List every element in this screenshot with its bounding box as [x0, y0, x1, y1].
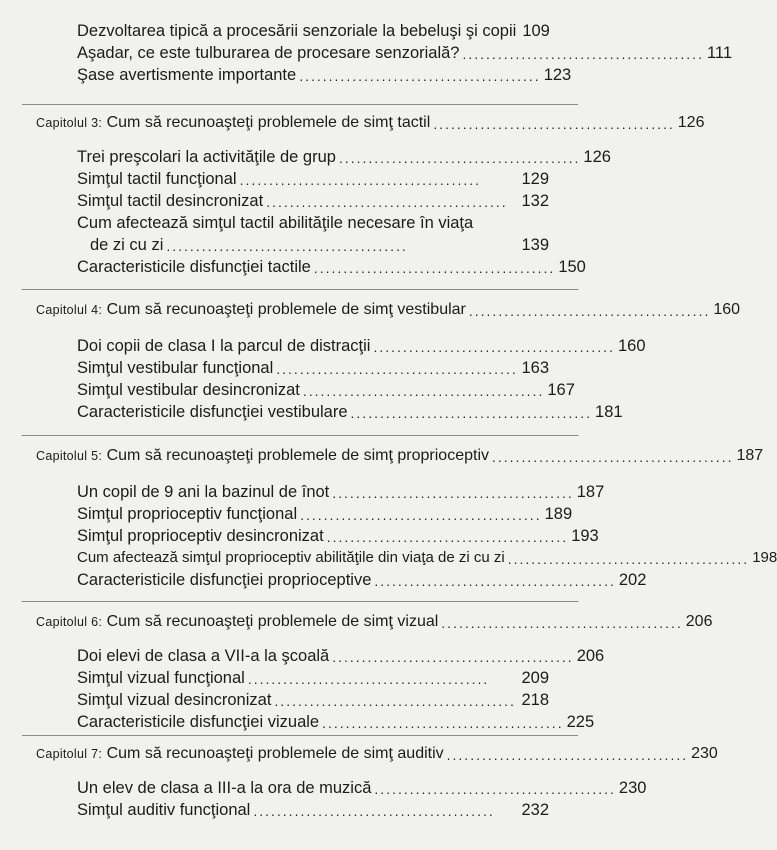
dot-leader: ......................................... — [332, 485, 574, 501]
chapter-title: Cum să recunoaşteţi problemele de simţ proprioceptiv — [106, 447, 489, 464]
dot-leader: ......................................... — [313, 260, 556, 276]
toc-entry — [77, 42, 733, 64]
entry-page: 206 — [576, 647, 605, 665]
toc-entry — [77, 503, 573, 525]
dot-leader: ......................................... — [433, 116, 675, 132]
chapter-4-section — [0, 299, 741, 423]
chapter-prefix: Capitolul 4: — [36, 303, 103, 317]
entry-title: Simţul vizual desincronizat — [77, 691, 272, 709]
chapter-page: 206 — [685, 613, 713, 630]
entry-title: Şase avertismente importante — [77, 66, 297, 84]
toc-entry — [77, 379, 575, 401]
chapter-7-section — [0, 743, 718, 821]
toc-entry — [77, 525, 599, 547]
entry-page: 150 — [558, 258, 586, 276]
entry-title: Caracteristicile disfuncţiei proprioceptive — [77, 571, 372, 589]
toc-entry — [77, 799, 549, 821]
entry-page: 167 — [547, 381, 575, 399]
entry-page: 181 — [595, 403, 623, 421]
dot-leader: ......................................... — [253, 803, 495, 819]
entry-page: 111 — [706, 44, 733, 62]
chapter-prefix: Capitolul 7: — [36, 747, 103, 761]
chapter-page: 126 — [677, 114, 705, 131]
dot-leader: ......................................... — [373, 339, 615, 355]
toc-top-entries — [0, 20, 733, 86]
chapter-title: Cum să recunoaşteţi problemele de simţ tactil — [106, 114, 431, 131]
dot-leader: ......................................... — [374, 781, 616, 797]
entry-page: 193 — [571, 527, 599, 545]
chapter-5-heading — [36, 445, 764, 467]
entry-page: 230 — [618, 779, 647, 797]
dot-leader: ......................................... — [507, 551, 750, 567]
entry-page: 139 — [521, 236, 549, 254]
dot-leader: ......................................... — [274, 693, 516, 709]
entry-title: Simţul proprioceptiv funcţional — [77, 505, 298, 523]
entry-page: 129 — [521, 170, 549, 188]
toc-entry — [77, 645, 605, 667]
entry-page: 225 — [566, 713, 595, 731]
toc-entry — [77, 547, 777, 569]
chapter-prefix: Capitolul 3: — [36, 116, 103, 130]
dot-leader: ......................................... — [462, 46, 704, 62]
entry-title: Caracteristicile disfuncţiei tactile — [77, 258, 311, 276]
toc-entry — [77, 168, 549, 190]
entry-title: Caracteristicile disfuncţiei vizuale — [77, 713, 320, 731]
entry-page: 202 — [618, 571, 647, 589]
entry-title: Simţul tactil desincronizat — [77, 192, 264, 210]
dot-leader: ......................................... — [299, 68, 541, 84]
toc-entry — [77, 20, 549, 42]
entry-title: Cum afectează simţul proprioceptiv abilităţile din viaţa de zi cu zi — [77, 549, 505, 566]
entry-page: 218 — [521, 691, 549, 709]
dot-leader: ......................................... — [374, 573, 616, 589]
toc-entry — [77, 481, 605, 503]
toc-entry — [77, 256, 586, 278]
chapter-6-section — [0, 611, 713, 733]
chapter-7-heading — [36, 743, 718, 765]
entry-page: 209 — [521, 669, 549, 687]
entry-page: 187 — [576, 483, 605, 501]
dot-leader: ......................................... — [492, 449, 734, 465]
chapter-title: Cum să recunoaşteţi problemele de simţ vestibular — [106, 301, 466, 318]
entry-page: 232 — [521, 801, 549, 819]
entry-page: 126 — [583, 148, 611, 166]
dot-leader: ......................................... — [326, 529, 569, 545]
toc-entry — [77, 569, 647, 591]
entry-title: Simţul vestibular funcţional — [77, 359, 274, 377]
toc-entry — [77, 190, 549, 212]
entry-title: Un elev de clasa a III-a la ora de muzică — [77, 779, 372, 797]
entry-title: Simţul tactil funcţional — [77, 170, 237, 188]
chapter-prefix: Capitolul 6: — [36, 615, 103, 629]
toc-entry — [77, 667, 549, 689]
dot-leader: ......................................... — [266, 194, 508, 210]
section-divider — [22, 735, 578, 736]
entry-title: Dezvoltarea tipică a procesării senzoriale la bebeluşi şi copii — [77, 22, 517, 40]
dot-leader: ......................................... — [350, 405, 593, 421]
dot-leader: ......................................... — [441, 615, 683, 631]
dot-leader: ......................................... — [338, 150, 581, 166]
dot-leader: ......................................... — [332, 649, 574, 665]
chapter-page: 230 — [691, 745, 718, 762]
dot-leader: ......................................... — [166, 238, 408, 254]
section-divider — [22, 435, 578, 436]
entry-page: 163 — [521, 359, 549, 377]
chapter-6-heading — [36, 611, 713, 633]
entry-page: 160 — [617, 337, 646, 355]
entry-page: 109 — [522, 22, 550, 40]
dot-leader: ......................................... — [239, 172, 482, 188]
entry-title: Simţul vizual funcţional — [77, 669, 245, 687]
entry-page: 123 — [543, 66, 572, 84]
section-divider — [22, 104, 578, 105]
toc-entry — [77, 357, 549, 379]
toc-entry — [90, 234, 549, 256]
entry-title: Doi copii de clasa I la parcul de distracţii — [77, 337, 371, 355]
dot-leader: ......................................... — [300, 507, 542, 523]
chapter-4-heading — [36, 299, 741, 321]
chapter-title: Cum să recunoaşteţi problemele de simţ auditiv — [106, 745, 444, 762]
dot-leader: ......................................... — [446, 747, 689, 763]
toc-entry — [77, 777, 647, 799]
toc-entry — [77, 689, 549, 711]
entry-title: Trei preşcolari la activităţile de grup — [77, 148, 336, 166]
chapter-title: Cum să recunoaşteţi problemele de simţ vizual — [106, 613, 439, 630]
entry-title: Simţul auditiv funcţional — [77, 801, 251, 819]
dot-leader: ......................................... — [276, 361, 518, 377]
toc-entry — [77, 711, 595, 733]
chapter-3-section — [0, 112, 705, 278]
entry-title: Simţul vestibular desincronizat — [77, 381, 300, 399]
dot-leader: ......................................... — [322, 715, 564, 731]
entry-title-line1: Cum afectează simţul tactil abilităţile necesare în viaţa — [77, 214, 474, 232]
section-divider — [22, 289, 578, 290]
entry-page: 132 — [521, 192, 549, 210]
chapter-prefix: Capitolul 5: — [36, 449, 103, 463]
dot-leader: ......................................... — [247, 671, 490, 687]
dot-leader: ......................................... — [468, 303, 711, 319]
entry-page: 198 — [752, 549, 777, 566]
chapter-3-heading — [36, 112, 705, 134]
dot-leader: ......................................... — [302, 383, 545, 399]
entry-title: Un copil de 9 ani la bazinul de înot — [77, 483, 330, 501]
entry-title: Doi elevi de clasa a VII-a la şcoală — [77, 647, 330, 665]
chapter-page: 187 — [736, 447, 764, 464]
toc-entry — [77, 401, 623, 423]
entry-page: 189 — [544, 505, 573, 523]
entry-title: Aşadar, ce este tulburarea de procesare senzorială? — [77, 44, 460, 62]
toc-entry — [77, 146, 611, 168]
chapter-page: 160 — [713, 301, 741, 318]
section-divider — [22, 601, 578, 602]
toc-entry — [77, 64, 572, 86]
toc-entry — [77, 335, 646, 357]
entry-title: Simţul proprioceptiv desincronizat — [77, 527, 324, 545]
entry-title-line2: de zi cu zi — [90, 236, 164, 254]
entry-title: Caracteristicile disfuncţiei vestibulare — [77, 403, 348, 421]
chapter-5-section — [0, 445, 777, 591]
